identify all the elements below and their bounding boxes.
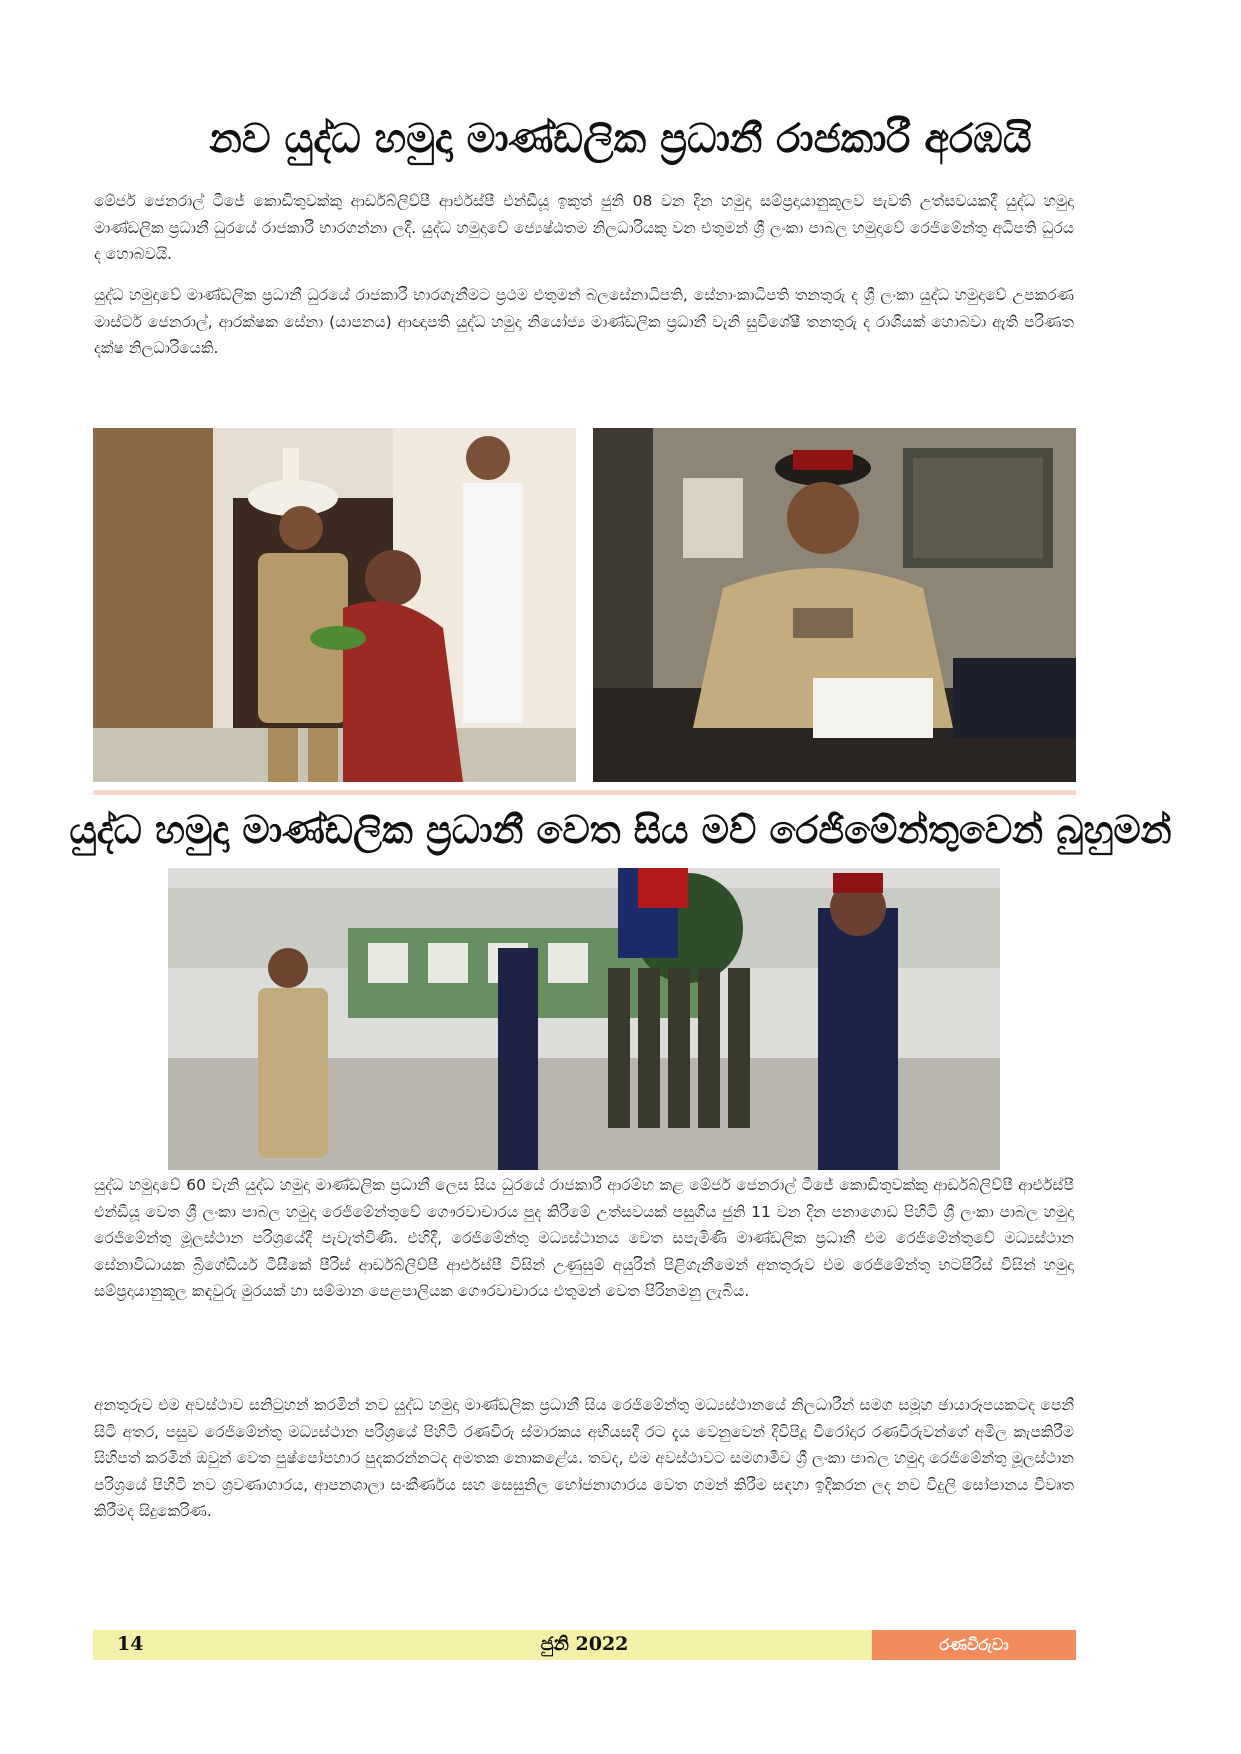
page-number: 14: [117, 1633, 144, 1655]
article2-paragraph-2: අනතුරුව එම අවස්ථාව සනිටුහන් කරමින් නව යුද්ධ හමුදා මාණ්ඩලික ප්‍රධානී සිය රෙජිමේන්තු මධ්‍යස්ථානයේ නිලධාරීන් සමග සමූහ ඡායාරූපයකටද පෙනී සිටි අතර, පසුව රෙජිමේන්තු මධ්‍යස්ථාන පරිශ්‍රයේ පිහිටි රණවිරු ස්මාරකය අභියසදී රට දැය වෙනුවෙන් දිවිපිදූ වීරෝදාර රණවිරුවන්ගේ අමිල කැපකිරීම සිහිපත් කරමින් ඔවුන් වෙත පුෂ්පෝපහාර පුදකරන්නටද අමතක නොකළේය. තවද, එම අවස්ථාවට සමගාමීව ශ්‍රී ලංකා පාබල හමුදා රෙජිමේන්තු මූලස්ථාන පරිශ්‍රයේ පිහිටි නව ශ්‍රවණාගාරය, ආපනශාලා සංකීර්ණය සහ සෙසුනිල භෝජනාගාරය වෙත ගමන් කිරීම සඳහා ඉදිකරන ලද නව විදුලි සෝපානය විවෘත කිරීමද සිදුකෙරිණ.: [94, 1396, 1074, 1520]
photo-guard-of-honour: [168, 868, 1000, 1170]
section-divider: [93, 790, 1076, 795]
issue-date: ජුනි 2022: [540, 1633, 629, 1655]
article1-paragraph-1: මේජර් ජෙනරාල් ටීජේ කොඩිතුවක්කු ආර්ඩබ්ලිව්පී ආර්එස්පී එන්ඩීයූ ඉකුත් ජුනි 08 වන දින හමුදා සම්ප්‍රදායානුකූලව පැවති උත්සවයකදී යුද්ධ හමුදා මාණ්ඩලික ප්‍රධානී ධුරයේ රාජකාරී භාරගන්නා ලදී. යුද්ධ හමුදාවේ ජ්‍යෙෂ්ඨතම නිලධාරියකු වන එතුමන් ශ්‍රී ලංකා පාබල හමුදාවේ රෙජිමේන්තු අධිපති ධුරය ද හොබවයි.: [94, 192, 1074, 263]
article2-paragraph-1: යුද්ධ හමුදාවේ 60 වැනි යුද්ධ හමුදා මාණ්ඩලික ප්‍රධානී ලෙස සිය ධුරයේ රාජකාරී ආරම්භ කළ මේජර් ජෙනරාල් ටීජේ කොඩිතුවක්කු ආර්ඩබ්ලිව්පී ආර්එස්පී එන්ඩීයූ වෙත ශ්‍රී ලංකා පාබල හමුදා රෙජිමේන්තුවේ ගෞරවාචාරය පුද කිරීමේ උත්සවයක් පසුගිය ජුනි 11 වන දින පනාගොඩ පිහිටි ශ්‍රී ලංකා පාබල හමුදා රෙජිමේන්තු මූලස්ථාන පරිශ්‍රයේදී පැවැත්විණි. එහිදී, රෙජිමේන්තු මධ්‍යස්ථානය වෙත සපැමිණි මාණ්ඩලික ප්‍රධානී එම රෙජිමේන්තුවේ මධ්‍යස්ථාන සේනාවිධායක බ්‍රිගේඩියර් ටීසීකේ පීරිස් ආර්ඩබ්ලිව්පී ආර්එස්පී විසින් උණුසුම් අයුරින් පිළිගැනීමෙන් අනතුරුව එම රෙජිමේන්තු භටපිරිස් විසින් හමුදා සම්ප්‍රදායානුකූල කඳවුරු මුරයක් හා සම්මාන පෙළපාලියක ගෞරවාචාරය එතුමන් වෙත පිරිනමනු ලැබිය.: [94, 1176, 1074, 1300]
magazine-name: රණවිරුවා: [939, 1635, 1009, 1654]
photo-blessing-ceremony: [93, 428, 576, 782]
page-footer: [93, 1630, 1076, 1660]
article-title-2: යුද්ධ හමුදා මාණ්ඩලික ප්‍රධානී වෙත සිය මව් රෙජිමේන්තුවෙන් බුහුමන්: [69, 808, 1172, 852]
article1-paragraph-2: යුද්ධ හමුදාවේ මාණ්ඩලික ප්‍රධානී ධුරයේ රාජකාරී භාරගැනීමට ප්‍රථම එතුමන් බලසේනාධිපති, සේනාංකාධිපති තනතුරු ද ශ්‍රී ලංකා යුද්ධ හමුදාවේ උපකරණ මාස්ටර් ජෙනරාල්, ආරක්ෂක සේනා (යාපනය) ආඥාපති යුද්ධ හමුදා නියෝජ්‍ය මාණ්ඩලික ප්‍රධානී වැනි සුවිශේෂී තනතුරු ද රාශියක් හොබවා ඇති පරිණත දක්ෂ නිලධාරියෙකි.: [94, 286, 1074, 357]
magazine-name-block: [872, 1630, 1076, 1660]
photo-office-signing: [593, 428, 1076, 782]
article-title-1: නව යුද්ධ හමුදා මාණ්ඩලික ප්‍රධානී රාජකාරී අරඹයි: [209, 116, 1032, 162]
